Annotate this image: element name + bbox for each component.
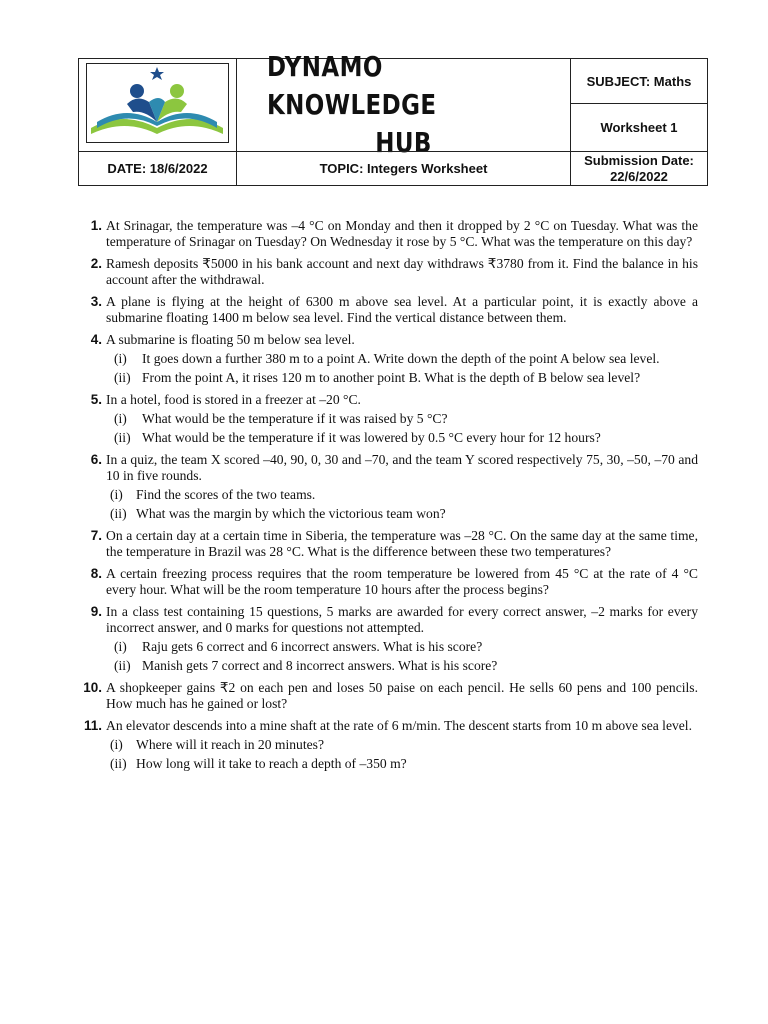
question-text: A certain freezing process requires that the room temperature be lowered from 45 °C at the rate of 4 °C every hour. What will be the room temperature 10 hours after the process begins?	[106, 566, 698, 597]
submission-value: 22/6/2022	[610, 168, 668, 184]
sub-question-text: Find the scores of the two teams.	[136, 487, 316, 502]
question-text: In a hotel, food is stored in a freezer at –20 °C.	[106, 392, 361, 407]
sub-question-text: What would be the temperature if it was raised by 5 °C?	[142, 411, 448, 426]
question-number: 3.	[90, 294, 102, 309]
sub-question-mark: (ii)	[110, 756, 127, 771]
sub-question-text: What would be the temperature if it was lowered by 0.5 °C every hour for 12 hours?	[142, 430, 601, 445]
question-number: 9.	[90, 604, 102, 619]
school-title	[266, 50, 540, 159]
question-number: 6.	[90, 452, 102, 467]
sub-question	[106, 411, 698, 427]
question-number: 10.	[83, 680, 102, 695]
sub-question	[106, 351, 698, 367]
worksheet-label: Worksheet 1	[570, 104, 707, 151]
question-3	[82, 294, 698, 326]
sub-question	[106, 756, 698, 772]
question-11	[82, 718, 698, 772]
title-line-2: HUB	[375, 126, 432, 159]
sub-question-text: Raju gets 6 correct and 6 incorrect answers. What is his score?	[142, 639, 483, 654]
title-line-1: DYNAMO KNOWLEDGE	[266, 50, 437, 121]
sub-question	[106, 639, 698, 655]
question-number: 2.	[90, 256, 102, 271]
question-list	[82, 218, 698, 778]
book-people-star-logo-icon	[87, 64, 227, 141]
question-6	[82, 452, 698, 522]
question-4	[82, 332, 698, 386]
sub-question-text: Manish gets 7 correct and 8 incorrect answers. What is his score?	[142, 658, 498, 673]
question-text: In a class test containing 15 questions, 5 marks are awarded for every correct answer, –2 marks for every incorrect answer, and 0 marks for questions not attempted.	[106, 604, 698, 635]
sub-question	[106, 737, 698, 753]
question-5	[82, 392, 698, 446]
sub-question-mark: (ii)	[114, 430, 131, 445]
question-text: A shopkeeper gains ₹2 on each pen and loses 50 paise on each pencil. He sells 60 pens and 100 pencils. How much has he gained or lost?	[106, 680, 698, 711]
worksheet-header	[78, 50, 708, 186]
date-label: DATE: 18/6/2022	[79, 152, 237, 185]
question-number: 5.	[90, 392, 102, 407]
sub-question-mark: (i)	[110, 487, 123, 502]
question-text: In a quiz, the team X scored –40, 90, 0, 30 and –70, and the team Y scored respectively 75, 30, –50, –70 and 10 in five rounds.	[106, 452, 698, 483]
sub-question-mark: (i)	[114, 639, 127, 654]
question-8	[82, 566, 698, 598]
sub-question-mark: (ii)	[114, 370, 131, 385]
question-text: A plane is flying at the height of 6300 m above sea level. At a particular point, it is exactly above a submarine floating 1400 m below sea level. Find the vertical distance between them.	[106, 294, 698, 325]
info-row	[79, 151, 707, 185]
sub-question-mark: (i)	[114, 411, 127, 426]
question-1	[82, 218, 698, 250]
question-text: At Srinagar, the temperature was –4 °C on Monday and then it dropped by 2 °C on Tuesday. What was the temperature of Srinagar on Tuesday? On Wednesday it rose by 5 °C. What was the temperature on this day?	[106, 218, 698, 249]
sub-question-text: It goes down a further 380 m to a point A. Write down the depth of the point A below sea level.	[142, 351, 660, 366]
question-7	[82, 528, 698, 560]
sub-question	[106, 487, 698, 503]
sub-question	[106, 658, 698, 674]
sub-question-text: From the point A, it rises 120 m to another point B. What is the depth of B below sea level?	[142, 370, 641, 385]
question-number: 7.	[90, 528, 102, 543]
question-number: 1.	[90, 218, 102, 233]
sub-question	[106, 430, 698, 446]
sub-question-mark: (i)	[114, 351, 127, 366]
sub-question-text: How long will it take to reach a depth of –350 m?	[136, 756, 407, 771]
question-9	[82, 604, 698, 674]
question-2	[82, 256, 698, 288]
sub-question-mark: (i)	[110, 737, 123, 752]
question-number: 8.	[90, 566, 102, 581]
question-text: Ramesh deposits ₹5000 in his bank account and next day withdraws ₹3780 from it. Find the balance in his account after the withdrawal.	[106, 256, 698, 287]
question-text: An elevator descends into a mine shaft at the rate of 6 m/min. The descent starts from 10 m above sea level.	[106, 718, 692, 733]
sub-question-text: Where will it reach in 20 minutes?	[136, 737, 324, 752]
submission-date	[570, 152, 707, 185]
question-text: On a certain day at a certain time in Siberia, the temperature was –28 °C. On the same day at the same time, the temperature in Brazil was 28 °C. What is the difference between these two temperatures?	[106, 528, 698, 559]
logo-cell	[79, 59, 237, 151]
sub-question-mark: (ii)	[110, 506, 127, 521]
question-10	[82, 680, 698, 712]
question-text: A submarine is floating 50 m below sea level.	[106, 332, 355, 347]
submission-label: Submission Date:	[584, 152, 694, 168]
sub-question	[106, 506, 698, 522]
question-number: 4.	[90, 332, 102, 347]
question-number: 11.	[83, 718, 102, 733]
sub-question-mark: (ii)	[114, 658, 131, 673]
subject-label: SUBJECT: Maths	[570, 59, 707, 104]
sub-question-text: What was the margin by which the victorious team won?	[136, 506, 446, 521]
logo	[86, 63, 229, 143]
topic-label: TOPIC: Integers Worksheet	[319, 161, 488, 176]
sub-question	[106, 370, 698, 386]
